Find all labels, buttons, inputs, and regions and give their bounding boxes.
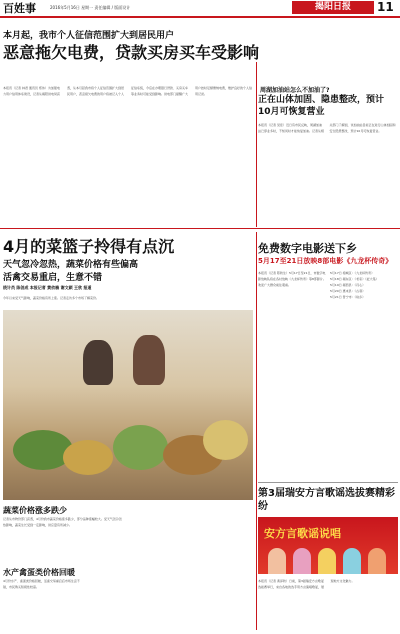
middle-headline: 4月的菜篮子拎得有点沉	[3, 237, 175, 256]
section-title-vegetables: 蔬菜价格涨多跌少	[3, 506, 67, 515]
right-mid-body: 本报讯（记者 陈秋生）5月17日至21日，市数字电影放映队将在各村放映《九龙杯传奇》等8部影片。欢迎广大群众前往观看。	[258, 271, 326, 287]
schedule-item: 5月21日 普宁市：《故乡》	[330, 295, 366, 299]
schedule-list	[330, 270, 398, 480]
right-mid-subheadline: 5月17至21日放映8部电影《九龙杯传奇》	[258, 257, 393, 265]
photo-caption: 今年以来受天气影响，蔬菜价格有所上涨。记者走访多个市场了解菜价。	[3, 296, 100, 300]
right-mid-headline: 免费数字电影送下乡	[258, 242, 357, 255]
schedule-item: 5月19日 揭西县：《丹心》	[330, 283, 366, 287]
schedule-item: 5月18日 揭东区：《老家》《赶大集》	[330, 277, 379, 281]
right-top-headline: 正在山体加固、隐患整改，预计10月可恢复营业	[258, 95, 385, 117]
right-bottom-headline: 第3届瑞安方言歌谣选拔赛精彩纷	[258, 488, 395, 512]
right-top-body: 本报讯（记者 吴佳）近日有市民反映，周湖加油站已停业多时，不知何时才能恢复加油。记者从相关部门了解到，该加油站目前正在进行山体加固和安全隐患整改，预计10月可恢复营业。	[258, 123, 396, 133]
middle-byline: 统计员 陈创成 本报记者 黄依楠 谢文颖 王欣 报道	[3, 285, 92, 290]
middle-subheadline-2: 活禽交易重启，生意不错	[3, 273, 103, 283]
page-number: 11	[377, 0, 394, 14]
section-divider	[0, 228, 400, 229]
market-photo	[3, 310, 253, 500]
page-header	[0, 0, 400, 18]
newspaper-logo: 揭阳日报	[292, 1, 374, 14]
vegetables-body: 记者从市物价部门获悉，4月份我市蔬菜价格涨多跌少，部分品种涨幅较大。受天气忽冷忽热影响，蔬菜生长受到一定影响，供应量有所减少。	[3, 517, 122, 527]
divider	[258, 482, 398, 483]
column-divider-lower	[256, 232, 257, 630]
middle-subheadline-1: 天气忽冷忽热，蔬菜价格有些偏高	[3, 260, 139, 270]
lead-body: 本报讯（记者 林君 通讯员 郑伟）为加强电力用户信用体系建设，记者从揭阳供电局获悉，从本月起我市将个人征信范围扩大到居民用户，恶意拖欠电费的用户将被记入个人征信系统，今后在办理银行贷款、买房买车等业务时可能受到影响。供电部门提醒广大用户按时足额缴纳电费，维护良好的个人信用记录。	[3, 86, 253, 96]
banner-text: 安方言歌谣说唱	[264, 527, 341, 540]
date-line: 2016年5月16日 星期一 责任编辑 / 版面设计	[50, 5, 131, 10]
right-top-kicker: 周湖加油站怎么不加油了?	[260, 87, 330, 94]
section-title-seafood: 水产禽蛋类价格回暖	[3, 568, 75, 577]
lead-kicker: 本月起，我市个人征信范围扩大到居民用户	[3, 31, 175, 41]
schedule-item: 5月17日 榕城区：《九龙杯传奇》	[330, 271, 375, 275]
column-divider	[256, 62, 257, 227]
lead-headline: 恶意拖欠电费，贷款买房买车受影响	[3, 43, 260, 62]
event-photo	[258, 517, 398, 574]
right-bottom-body: 本报讯（记者 黄泽秋）日前，第3届瑞安方言歌谣选拔赛举行，来自各地的选手用方言演唱歌谣，展现地方文化魅力。	[258, 579, 355, 589]
seafood-body: 4月份水产、禽蛋类价格回暖，活禽交易重启后市场生意不错，市民购买积极性较高。	[3, 579, 80, 589]
section-name: 百姓事	[3, 2, 36, 15]
schedule-item: 5月20日 惠来县：《古巷》	[330, 289, 366, 293]
